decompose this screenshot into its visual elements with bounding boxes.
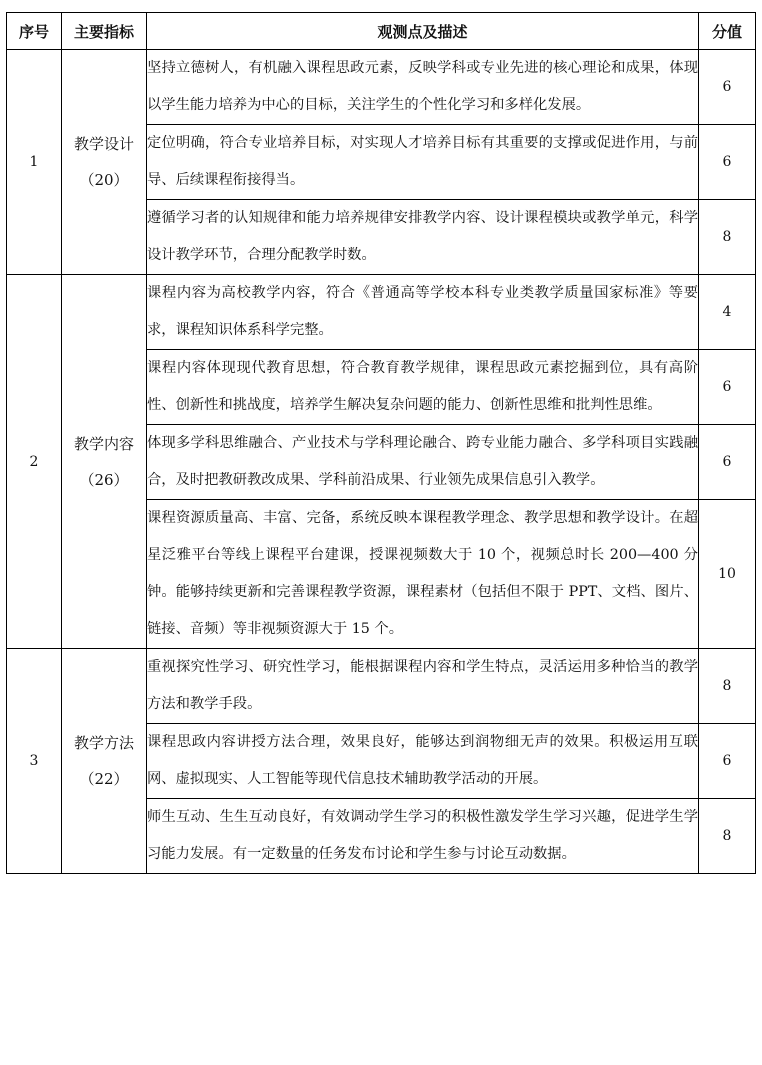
item-score: 6: [699, 125, 756, 200]
item-description: 师生互动、生生互动良好，有效调动学生学习的积极性激发学生学习兴趣，促进学生学习能力发展。有一定数量的任务发布讨论和学生参与讨论互动数据。: [147, 799, 699, 874]
header-row: [7, 13, 756, 50]
group-seq: 3: [7, 649, 62, 874]
item-description: 课程思政内容讲授方法合理，效果良好，能够达到润物细无声的效果。积极运用互联网、虚拟现实、人工智能等现代信息技术辅助教学活动的开展。: [147, 724, 699, 799]
evaluation-table: [6, 12, 756, 874]
group-indicator: [62, 649, 147, 874]
item-description: 坚持立德树人，有机融入课程思政元素，反映学科或专业先进的核心理论和成果，体现以学生能力培养为中心的目标，关注学生的个性化学习和多样化发展。: [147, 50, 699, 125]
item-score: 8: [699, 200, 756, 275]
item-score: 8: [699, 649, 756, 724]
header-seq: 序号: [7, 13, 62, 50]
item-description: 课程内容体现现代教育思想，符合教育教学规律，课程思政元素挖掘到位，具有高阶性、创新性和挑战度，培养学生解决复杂问题的能力、创新性思维和批判性思维。: [147, 350, 699, 425]
group-seq: 2: [7, 275, 62, 649]
item-score: 6: [699, 350, 756, 425]
item-description: 定位明确，符合专业培养目标，对实现人才培养目标有其重要的支撑或促进作用，与前导、后续课程衔接得当。: [147, 125, 699, 200]
item-score: 6: [699, 425, 756, 500]
header-score: 分值: [699, 13, 756, 50]
item-score: 4: [699, 275, 756, 350]
group-indicator: [62, 275, 147, 649]
item-score: 8: [699, 799, 756, 874]
header-indicator: 主要指标: [62, 13, 147, 50]
indicator-points: （26）: [79, 470, 129, 489]
item-description: 重视探究性学习、研究性学习，能根据课程内容和学生特点，灵活运用多种恰当的教学方法和教学手段。: [147, 649, 699, 724]
item-score: 10: [699, 500, 756, 649]
item-description: 体现多学科思维融合、产业技术与学科理论融合、跨专业能力融合、多学科项目实践融合，及时把教研教改成果、学科前沿成果、行业领先成果信息引入教学。: [147, 425, 699, 500]
group-seq: 1: [7, 50, 62, 275]
item-score: 6: [699, 724, 756, 799]
table-row: [7, 275, 756, 350]
indicator-points: （22）: [79, 770, 129, 788]
table-row: [7, 649, 756, 724]
table-row: [7, 50, 756, 125]
indicator-name: 教学方法: [73, 734, 134, 752]
group-indicator: [62, 50, 147, 275]
item-description: 课程内容为高校教学内容，符合《普通高等学校本科专业类教学质量国家标准》等要求，课程知识体系科学完整。: [147, 275, 699, 350]
indicator-name: 教学设计: [73, 135, 134, 153]
header-description: 观测点及描述: [147, 13, 699, 50]
item-description: 课程资源质量高、丰富、完备，系统反映本课程教学理念、教学思想和教学设计。在超星泛雅平台等线上课程平台建课，授课视频数大于 10 个，视频总时长 200—400 分钟。能够持续更新和完善课程教学资源，课程素材（包括但不限于 PPT、文档、图片、链接、音频）等非视频资源大于 15 个。: [147, 500, 699, 649]
indicator-points: （20）: [79, 171, 129, 189]
item-score: 6: [699, 50, 756, 125]
item-description: 遵循学习者的认知规律和能力培养规律安排教学内容、设计课程模块或教学单元，科学设计教学环节，合理分配教学时数。: [147, 200, 699, 275]
indicator-name: 教学内容: [73, 434, 134, 453]
